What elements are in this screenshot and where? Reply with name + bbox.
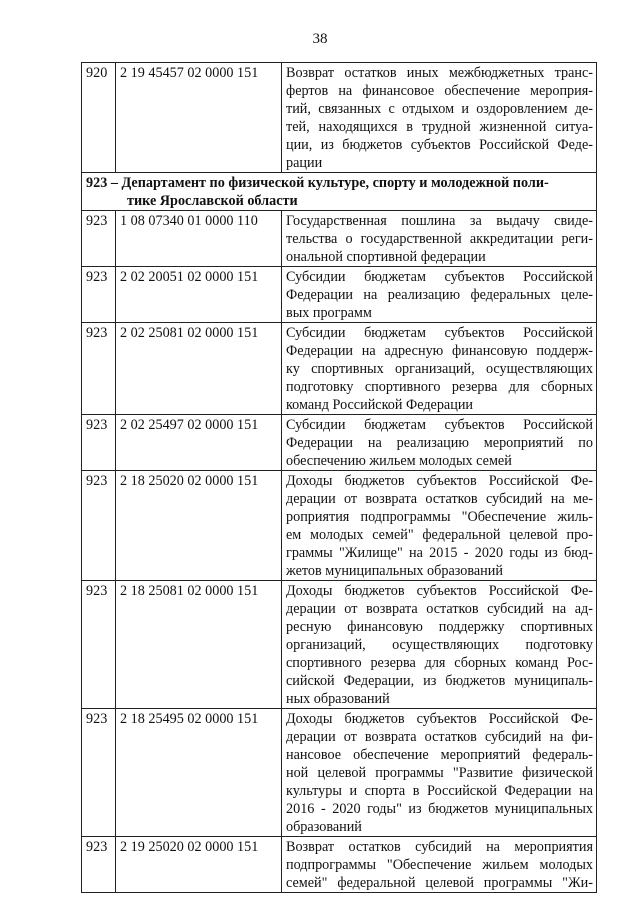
description-line: тельства о государственной аккредитации реги- xyxy=(286,231,593,247)
revenue-code: 2 02 25081 02 0000 151 xyxy=(116,323,282,415)
revenue-description xyxy=(282,471,597,581)
table-row xyxy=(82,471,597,581)
description-line: спортивного резерва для сборных команд Рос- xyxy=(286,655,593,671)
administrator-code: 923 xyxy=(82,267,116,323)
description-line: ку спортивных организаций, осуществляющих xyxy=(286,361,593,377)
table-row xyxy=(82,709,597,837)
table-row xyxy=(82,837,597,893)
description-line: 2016 - 2020 годы" из бюджетов муниципальных xyxy=(286,801,593,817)
table-row xyxy=(82,63,597,173)
table-row xyxy=(82,581,597,709)
description-line: сийской Федерации, из бюджетов муниципаль- xyxy=(286,673,593,689)
description-line: организаций, осуществляющих подготовку xyxy=(286,637,593,653)
description-line: нансовое обеспечение мероприятий федераль- xyxy=(286,747,593,763)
description-line: Возврат остатков иных межбюджетных транс- xyxy=(286,65,593,81)
revenue-code: 2 18 25495 02 0000 151 xyxy=(116,709,282,837)
description-line: Субсидии бюджетам субъектов Российской xyxy=(286,269,593,285)
description-line: тий, связанных с отдыхом и оздоровлением де- xyxy=(286,101,593,117)
section-header-line: тике Ярославской области xyxy=(127,193,298,209)
description-line: Субсидии бюджетам субъектов Российской xyxy=(286,417,593,433)
revenue-code: 2 19 45457 02 0000 151 xyxy=(116,63,282,173)
administrator-code: 923 xyxy=(82,471,116,581)
description-line: Доходы бюджетов субъектов Российской Фе- xyxy=(286,473,593,489)
description-line: дерации от возврата остатков субсидий на ад- xyxy=(286,601,593,617)
revenue-description xyxy=(282,323,597,415)
description-line: ональной спортивной федерации xyxy=(286,249,486,265)
description-line: жетов муниципальных образований xyxy=(286,563,503,579)
section-header xyxy=(82,173,597,211)
description-line: роприятия подпрограммы "Обеспечение жиль- xyxy=(286,509,593,525)
table-row xyxy=(82,211,597,267)
table-row xyxy=(82,415,597,471)
administrator-code: 923 xyxy=(82,581,116,709)
description-line: образований xyxy=(286,819,362,835)
revenue-description xyxy=(282,267,597,323)
description-line: Субсидии бюджетам субъектов Российской xyxy=(286,325,593,341)
revenue-code: 2 18 25020 02 0000 151 xyxy=(116,471,282,581)
description-line: семей" федеральной целевой программы "Жи- xyxy=(286,875,593,891)
description-line: Доходы бюджетов субъектов Российской Фе- xyxy=(286,711,593,727)
description-line: ем молодых семей" федеральной целевой про- xyxy=(286,527,593,543)
table-body xyxy=(82,63,597,893)
table-row xyxy=(82,323,597,415)
revenue-code: 2 18 25081 02 0000 151 xyxy=(116,581,282,709)
description-line: дерации от возврата остатков субсидий на ме- xyxy=(286,491,593,507)
page-number: 38 xyxy=(312,31,328,47)
description-line: Доходы бюджетов субъектов Российской Фе- xyxy=(286,583,593,599)
revenue-code: 2 19 25020 02 0000 151 xyxy=(116,837,282,893)
description-line: ресную финансовую поддержку спортивных xyxy=(286,619,593,635)
description-line: фертов на финансовое обеспечение мероприя- xyxy=(286,83,593,99)
administrator-code: 920 xyxy=(82,63,116,173)
administrator-code: 923 xyxy=(82,323,116,415)
description-line: ции, из бюджетов субъектов Российской Феде- xyxy=(286,137,593,153)
description-line: Федерации на реализацию мероприятий по xyxy=(286,435,593,451)
section-header-row xyxy=(82,173,597,211)
description-line: вых программ xyxy=(286,305,372,321)
administrator-code: 923 xyxy=(82,415,116,471)
description-line: подготовку спортивного резерва для сборных xyxy=(286,379,593,395)
administrator-code: 923 xyxy=(82,709,116,837)
revenue-description xyxy=(282,709,597,837)
description-line: культуры и спорта в Российской Федерации на xyxy=(286,783,593,799)
description-line: тей, находящихся в трудной жизненной ситуа- xyxy=(286,119,593,135)
section-header-line: 923 – Департамент по физической культуре, спорту и молодежной поли- xyxy=(86,175,549,191)
revenue-description xyxy=(282,415,597,471)
description-line: Федерации на реализацию федеральных целе- xyxy=(286,287,593,303)
description-line: Федерации на адресную финансовую поддерж- xyxy=(286,343,593,359)
revenue-classification-table xyxy=(81,62,597,893)
description-line: подпрограммы "Обеспечение жильем молодых xyxy=(286,857,593,873)
administrator-code: 923 xyxy=(82,211,116,267)
revenue-code: 1 08 07340 01 0000 110 xyxy=(116,211,282,267)
description-line: команд Российской Федерации xyxy=(286,397,473,413)
revenue-code: 2 02 25497 02 0000 151 xyxy=(116,415,282,471)
description-line: дерации от возврата остатков субсидий на фи- xyxy=(286,729,593,745)
description-line: граммы "Жилище" на 2015 - 2020 годы из бюд- xyxy=(286,545,593,561)
administrator-code: 923 xyxy=(82,837,116,893)
description-line: Возврат остатков субсидий на мероприятия xyxy=(286,839,593,855)
description-line: Государственная пошлина за выдачу свиде- xyxy=(286,213,593,229)
revenue-description xyxy=(282,581,597,709)
table-row xyxy=(82,267,597,323)
description-line: обеспечению жильем молодых семей xyxy=(286,453,512,469)
description-line: рации xyxy=(286,155,323,171)
revenue-description xyxy=(282,837,597,893)
description-line: ных образований xyxy=(286,691,390,707)
description-line: ной целевой программы "Развитие физической xyxy=(286,765,593,781)
revenue-description xyxy=(282,211,597,267)
revenue-code: 2 02 20051 02 0000 151 xyxy=(116,267,282,323)
revenue-description xyxy=(282,63,597,173)
